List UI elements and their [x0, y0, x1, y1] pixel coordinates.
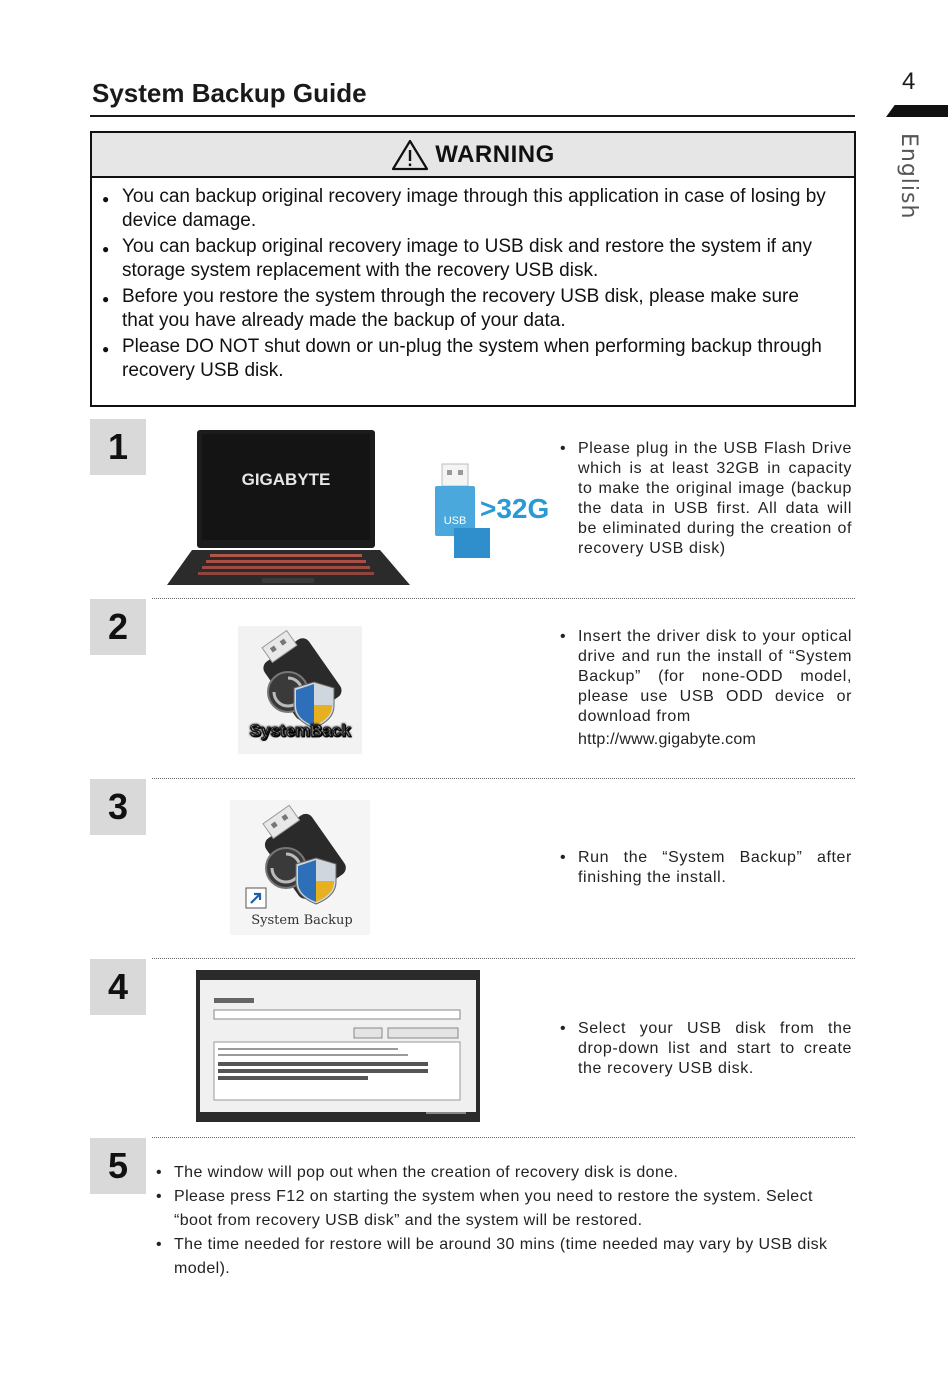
page-title: System Backup Guide — [92, 78, 367, 108]
step-5-list — [154, 1161, 854, 1281]
laptop-brand-text: GIGABYTE — [241, 470, 331, 489]
step-2-text — [560, 627, 852, 750]
usb-capacity-label: >32G — [480, 493, 550, 524]
step-divider — [152, 778, 855, 779]
step-3-description: Run the “System Backup” after finishing the install. — [578, 849, 852, 886]
step-divider — [152, 958, 855, 959]
step-5-item: • The window will pop out when the creation of recovery disk is done. — [154, 1161, 854, 1185]
step-3-text — [560, 848, 852, 888]
step-5-badge: 5 — [90, 1138, 146, 1194]
warning-item: ● You can backup original recovery image through this application in case of losing by device damage. — [92, 185, 854, 233]
gigabyte-url: http://www.gigabyte.com — [578, 731, 757, 748]
warning-list — [92, 185, 854, 385]
step-5-item: • Please press F12 on starting the system when you need to restore the system. Select “boot from recovery USB disk” and the system will be restored. — [154, 1185, 854, 1233]
systemback-label: SystemBack — [249, 721, 351, 740]
step-2-badge: 2 — [90, 599, 146, 655]
warning-item: ● You can backup original recovery image to USB disk and restore the system if any storage system replacement with the recovery USB disk. — [92, 235, 854, 283]
bullet-icon: • — [560, 440, 567, 457]
warning-header — [92, 133, 854, 178]
bullet-icon: • — [560, 849, 567, 866]
language-label: English — [896, 133, 921, 220]
step-2-description: Insert the driver disk to your optical drive and run the install of “System Backup” (for none-ODD model, please use USB ODD device or download from — [578, 628, 852, 725]
step-divider — [152, 1137, 855, 1138]
system-backup-installer-icon — [238, 626, 362, 754]
bullet-icon: • — [560, 628, 567, 645]
step-1-badge: 1 — [90, 419, 146, 475]
warning-title: WARNING — [435, 140, 555, 168]
system-backup-shortcut-icon — [230, 800, 370, 935]
system-backup-shortcut-label: System Backup — [251, 913, 353, 928]
step-4-text — [560, 1019, 852, 1079]
bullet-icon: • — [560, 1020, 567, 1037]
warning-item: ● Please DO NOT shut down or un-plug the system when performing backup through recovery USB disk. — [92, 335, 854, 383]
page-number: 4 — [902, 68, 916, 95]
laptop-image — [162, 420, 417, 590]
step-4-badge: 4 — [90, 959, 146, 1015]
warning-item: ● Before you restore the system through the recovery USB disk, please make sure that you have already made the backup of your data. — [92, 285, 854, 333]
warning-triangle-icon — [391, 139, 429, 171]
step-1-text — [560, 439, 852, 559]
step-4-description: Select your USB disk from the drop-down list and start to create the recovery USB disk. — [578, 1020, 852, 1077]
title-divider — [90, 115, 855, 117]
step-divider — [152, 598, 855, 599]
step-5-item: • The time needed for restore will be around 30 mins (time needed may vary by USB disk model). — [154, 1233, 854, 1281]
language-tab-marker — [886, 105, 948, 117]
warning-box — [90, 131, 856, 407]
usb-tag-text: USB — [443, 515, 467, 527]
backup-app-window-screenshot — [196, 970, 480, 1122]
step-1-description: Please plug in the USB Flash Drive which is at least 32GB in capacity to make the original image (backup the data in USB first. All data will be eliminated during the creation of recovery USB disk) — [578, 440, 852, 557]
step-3-badge: 3 — [90, 779, 146, 835]
